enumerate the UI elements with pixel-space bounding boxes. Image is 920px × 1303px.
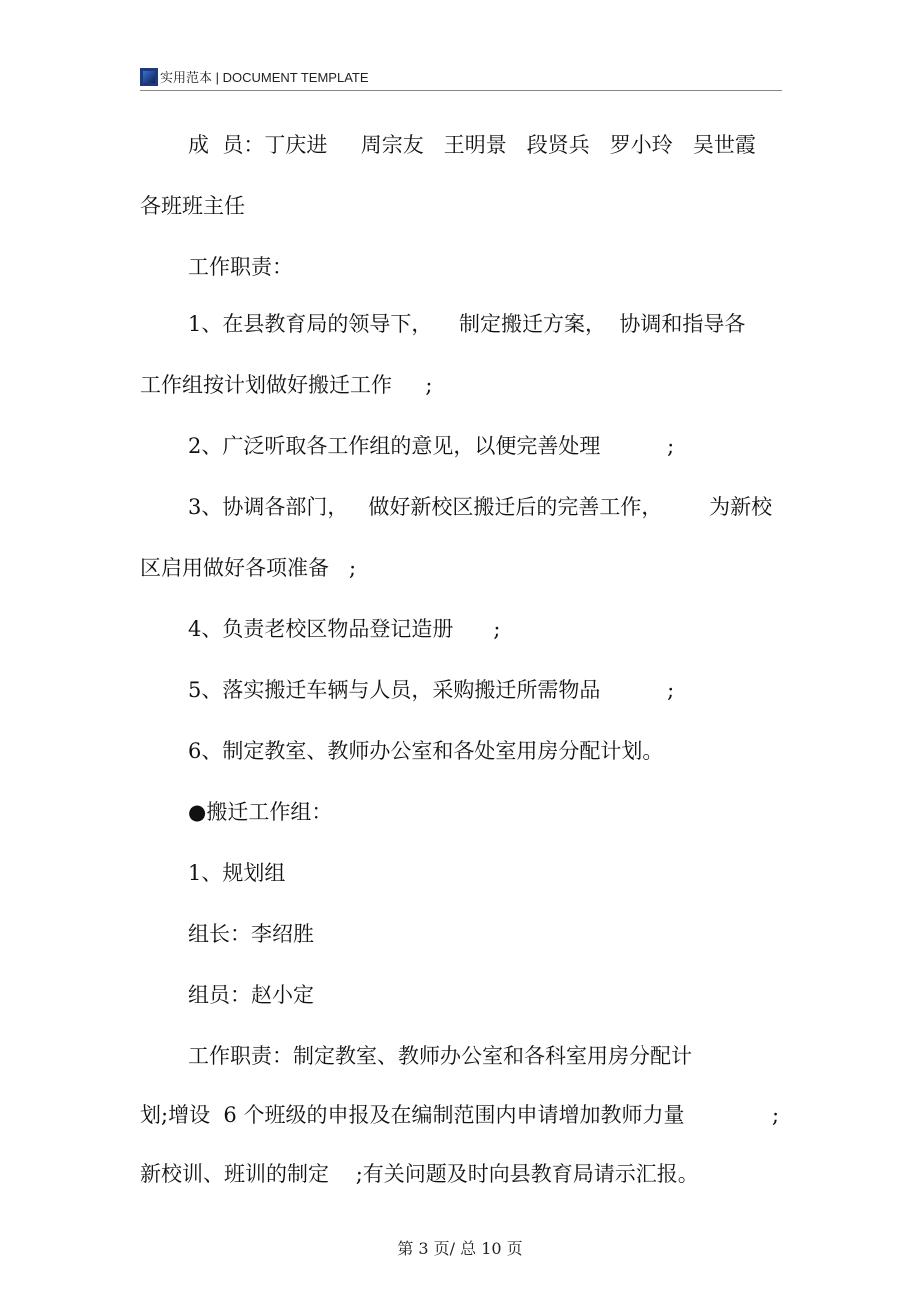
duty-item-1: 1、在县教育局的领导下， 制定搬迁方案， 协调和指导各 — [188, 312, 746, 336]
header-title: 实用范本 | DOCUMENT TEMPLATE — [160, 70, 369, 85]
group1-duty-continuation: 划;增设 6 个班级的申报及在编制范围内申请增加教师力量 — [140, 1103, 685, 1127]
document-template-logo-icon — [140, 68, 158, 86]
group1-duty-final: 新校训、班训的制定 ;有关问题及时向县教育局请示汇报。 — [140, 1162, 699, 1186]
group-heading: ●搬迁工作组： — [188, 800, 333, 824]
members-line: 成 员：丁庆进 周宗友 王明景 段贤兵 罗小玲 吴世霞 — [188, 133, 756, 157]
duty-item-3-continuation: 区启用做好各项准备 ; — [140, 556, 357, 580]
members-continuation: 各班班主任 — [140, 194, 245, 218]
group1-title: 1、规划组 — [188, 861, 286, 885]
group1-leader: 组长：李绍胜 — [188, 922, 314, 946]
duty-item-3: 3、协调各部门， 做好新校区搬迁后的完善工作， 为新校 — [188, 495, 773, 519]
duties-heading: 工作职责： — [188, 255, 293, 279]
group1-duty: 工作职责：制定教室、教师办公室和各科室用房分配计 — [188, 1044, 692, 1068]
duty-item-4: 4、负责老校区物品登记造册 ; — [188, 617, 501, 641]
page-footer: 第 3 页/ 总 10 页 — [397, 1239, 523, 1258]
duty-item-2: 2、广泛听取各工作组的意见，以便完善处理 ; — [188, 434, 675, 458]
page-header — [140, 66, 782, 91]
group1-member: 组员：赵小定 — [188, 983, 314, 1007]
duty-item-5: 5、落实搬迁车辆与人员，采购搬迁所需物品 ; — [188, 678, 675, 702]
group1-duty-semicolon: ; — [772, 1103, 780, 1127]
duty-item-1-continuation: 工作组按计划做好搬迁工作 ; — [140, 373, 433, 397]
duty-item-6: 6、制定教室、教师办公室和各处室用房分配计划。 — [188, 739, 664, 763]
